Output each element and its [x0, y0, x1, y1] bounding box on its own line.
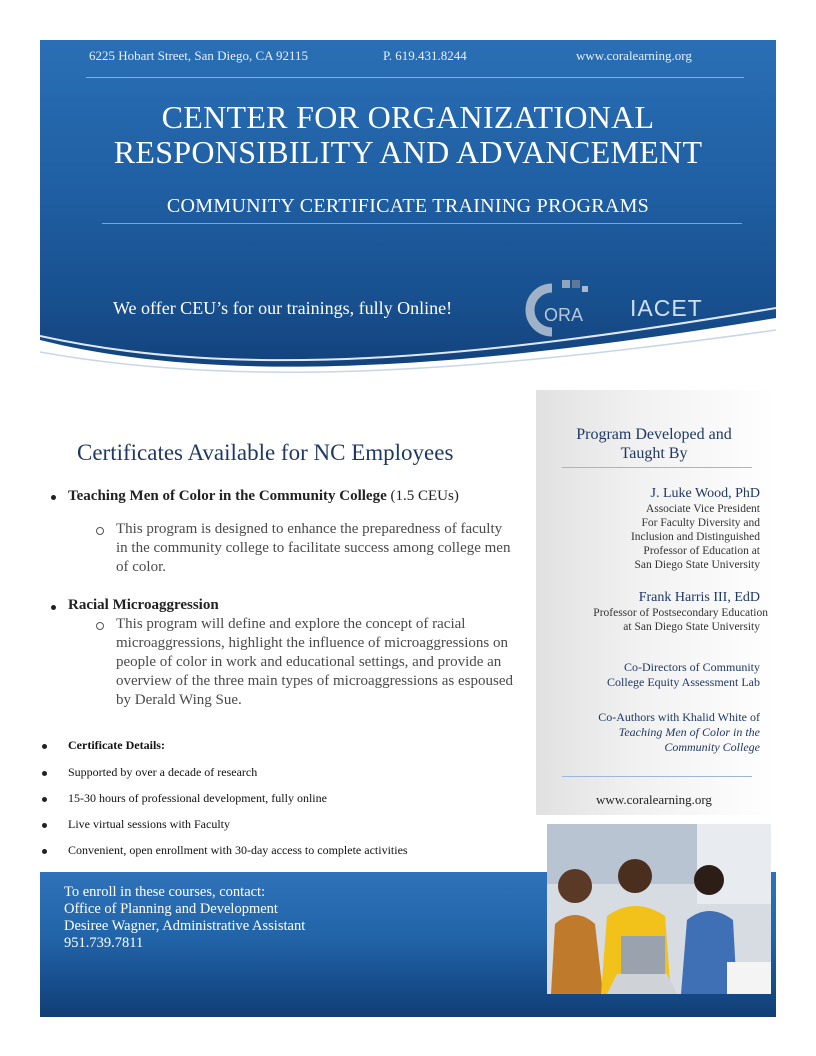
faculty-name: Frank Harris III, EdD [638, 590, 760, 605]
header-banner [40, 40, 776, 385]
programs-title: COMMUNITY CERTIFICATE TRAINING PROGRAMS [166, 195, 650, 217]
course-title: Teaching Men of Color in the Community College (1.5 CEUs) [68, 488, 459, 504]
course-title: Racial Microaggression [68, 597, 219, 613]
faculty-1: J. Luke Wood, PhD Associate Vice President For Faculty Diversity and Inclusion and Distinguished Professor of Education at San Diego State University [630, 486, 760, 571]
svg-text:ORA: ORA [544, 305, 584, 325]
course-description: This program is designed to enhance the preparedness of faculty in the community college to facilitate success among college men of color. [116, 521, 511, 575]
detail-item: 15-30 hours of professional development, fully online [68, 791, 327, 805]
co-authors: Co-Authors with Khalid White of Teaching Men of Color in the Community College [598, 710, 760, 754]
sidebar [536, 390, 776, 815]
bullet [51, 495, 56, 500]
contact-phone: 951.739.7811 [64, 935, 144, 951]
detail-item: Supported by over a decade of research [68, 765, 258, 779]
students-photo [547, 824, 771, 994]
faculty-name: J. Luke Wood, PhD [650, 486, 760, 501]
course-description: This program will define and explore the concept of racial microaggressions, highlight the influence of microaggressions on people of color in work and educational settings, and provide an overview of the three main types of microaggressions as espoused by Derald Wing Sue. [116, 616, 513, 708]
co-directors: Co-Directors of Community College Equity Assessment Lab [607, 660, 760, 689]
bullet [42, 849, 47, 854]
detail-item: Live virtual sessions with Faculty [68, 817, 230, 831]
ceu-tagline: We offer CEU’s for our trainings, fully Online! [113, 298, 453, 318]
bullet [42, 797, 47, 802]
bullet [42, 823, 47, 828]
certificates-title: Certificates Available for NC Employees [77, 440, 454, 465]
sidebar-heading: Program Developed and Taught By [576, 426, 732, 462]
bullet [51, 605, 56, 610]
sidebar-website[interactable]: www.coralearning.org [596, 792, 712, 807]
detail-item: Convenient, open enrollment with 30-day access to complete activities [68, 843, 408, 857]
sub-bullet [96, 527, 104, 535]
website-link[interactable]: www.coralearning.org [576, 48, 692, 63]
divider [562, 776, 752, 777]
bullet [42, 744, 47, 749]
bullet [42, 771, 47, 776]
enroll-contact: To enroll in these courses, contact: Office of Planning and Development Desiree Wagner, Administrative Assistant 951.739.7811 [64, 884, 306, 951]
org-title: CENTER FOR ORGANIZATIONAL RESPONSIBILITY AND ADVANCEMENT [113, 99, 703, 170]
sub-bullet [96, 622, 104, 630]
iacet-logo: IACET [630, 295, 703, 321]
faculty-2: Frank Harris III, EdD Professor of Postsecondary Education at San Diego State University [593, 590, 768, 633]
phone-number: P. 619.431.8244 [383, 48, 467, 63]
divider [562, 467, 752, 468]
wave-decoration [40, 40, 776, 385]
details-heading: Certificate Details: [68, 738, 165, 752]
address: 6225 Hobart Street, San Diego, CA 92115 [89, 48, 309, 63]
